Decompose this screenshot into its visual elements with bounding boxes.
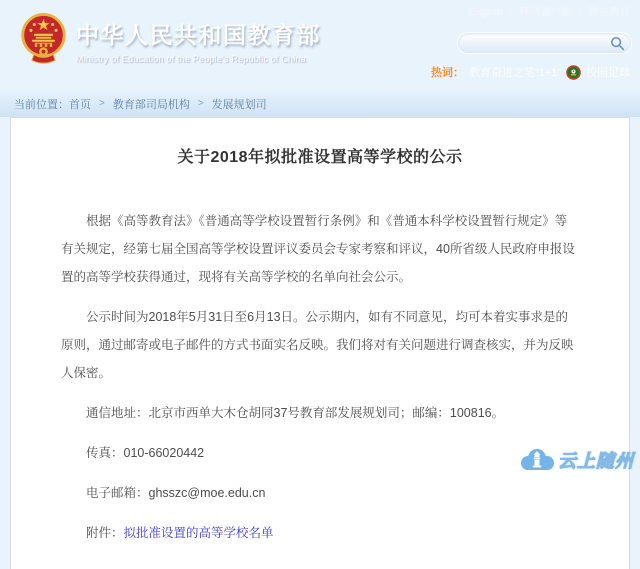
search-input[interactable] [468,34,610,52]
brand-titles [76,12,321,64]
top-link-separator: | [509,6,513,17]
top-link-mobile-client[interactable]: 移动客户端 [519,6,572,18]
article-body [61,207,579,547]
paragraph-basis: 根据《高等教育法》《普通高等学校设置暂行条例》和《普通本科学校设置暂行规定》等有关规定，经第七届全国高等学校设置评议委员会专家考察和评议，40所省级人民政府申报设置的高等学校获得通过，现将有关高等学校的名单向社会公示。 [61,214,575,284]
search-box [457,32,632,54]
breadcrumb-label: 当前位置： [14,98,69,111]
attachment-link[interactable]: 拟批准设置的高等学校名单 [123,526,274,540]
site-title: 中华人民共和国教育部 [76,22,321,48]
site-header [0,0,640,90]
article-content [10,117,630,569]
paragraph-fax: 传真：010-66020442 [86,446,205,460]
attachment-label: 附件： [86,526,124,540]
page-title: 关于2018年拟批准设置高等学校的公示 [177,149,463,166]
site-brand[interactable] [20,12,321,68]
paragraph-publicity-period: 公示时间为2018年5月31日至6月13日。公示期内，如有不同意见，均可本着实事求是的原则，通过邮寄或电子邮件的方式书面实名反映。我们将对有关问题进行调查核实，并为反映人保密。 [61,310,574,380]
hot-word-link-campus-football[interactable]: 校园足球 [586,67,630,79]
breadcrumb-item-departments[interactable]: 教育部司局机构 [112,98,190,111]
hot-words-bar [431,64,630,80]
watermark-text: 云上随州 [558,451,634,471]
breadcrumb-separator: > [99,98,105,109]
paragraph-email: 电子邮箱：ghsszc@moe.edu.cn [86,486,266,500]
national-emblem-icon [20,12,67,68]
top-link-separator: | [578,6,581,17]
breadcrumb-item-development-planning[interactable]: 发展规划司 [211,98,267,111]
hot-words-label: 热词： [431,67,464,79]
hot-word-link-jiaoyufenjin[interactable]: 教育奋进之笔“1+1” [469,67,561,79]
paragraph-mailing-address: 通信地址：北京市西单大木仓胡同37号教育部发展规划司；邮编：100816。 [86,406,505,420]
campus-football-badge-icon [566,65,581,80]
search-button[interactable] [610,36,625,51]
top-link-english[interactable]: English [468,5,503,18]
breadcrumb-separator: > [197,98,204,109]
attachment-row [61,519,579,547]
breadcrumb-item-home[interactable]: 首页 [69,98,91,111]
site-subtitle: Ministry of Education of the People's Republic of China [76,54,306,64]
top-links [468,4,630,19]
breadcrumb [0,90,640,117]
search-icon [610,36,625,51]
top-link-weiyan-education[interactable]: 微言教育 [588,6,630,18]
